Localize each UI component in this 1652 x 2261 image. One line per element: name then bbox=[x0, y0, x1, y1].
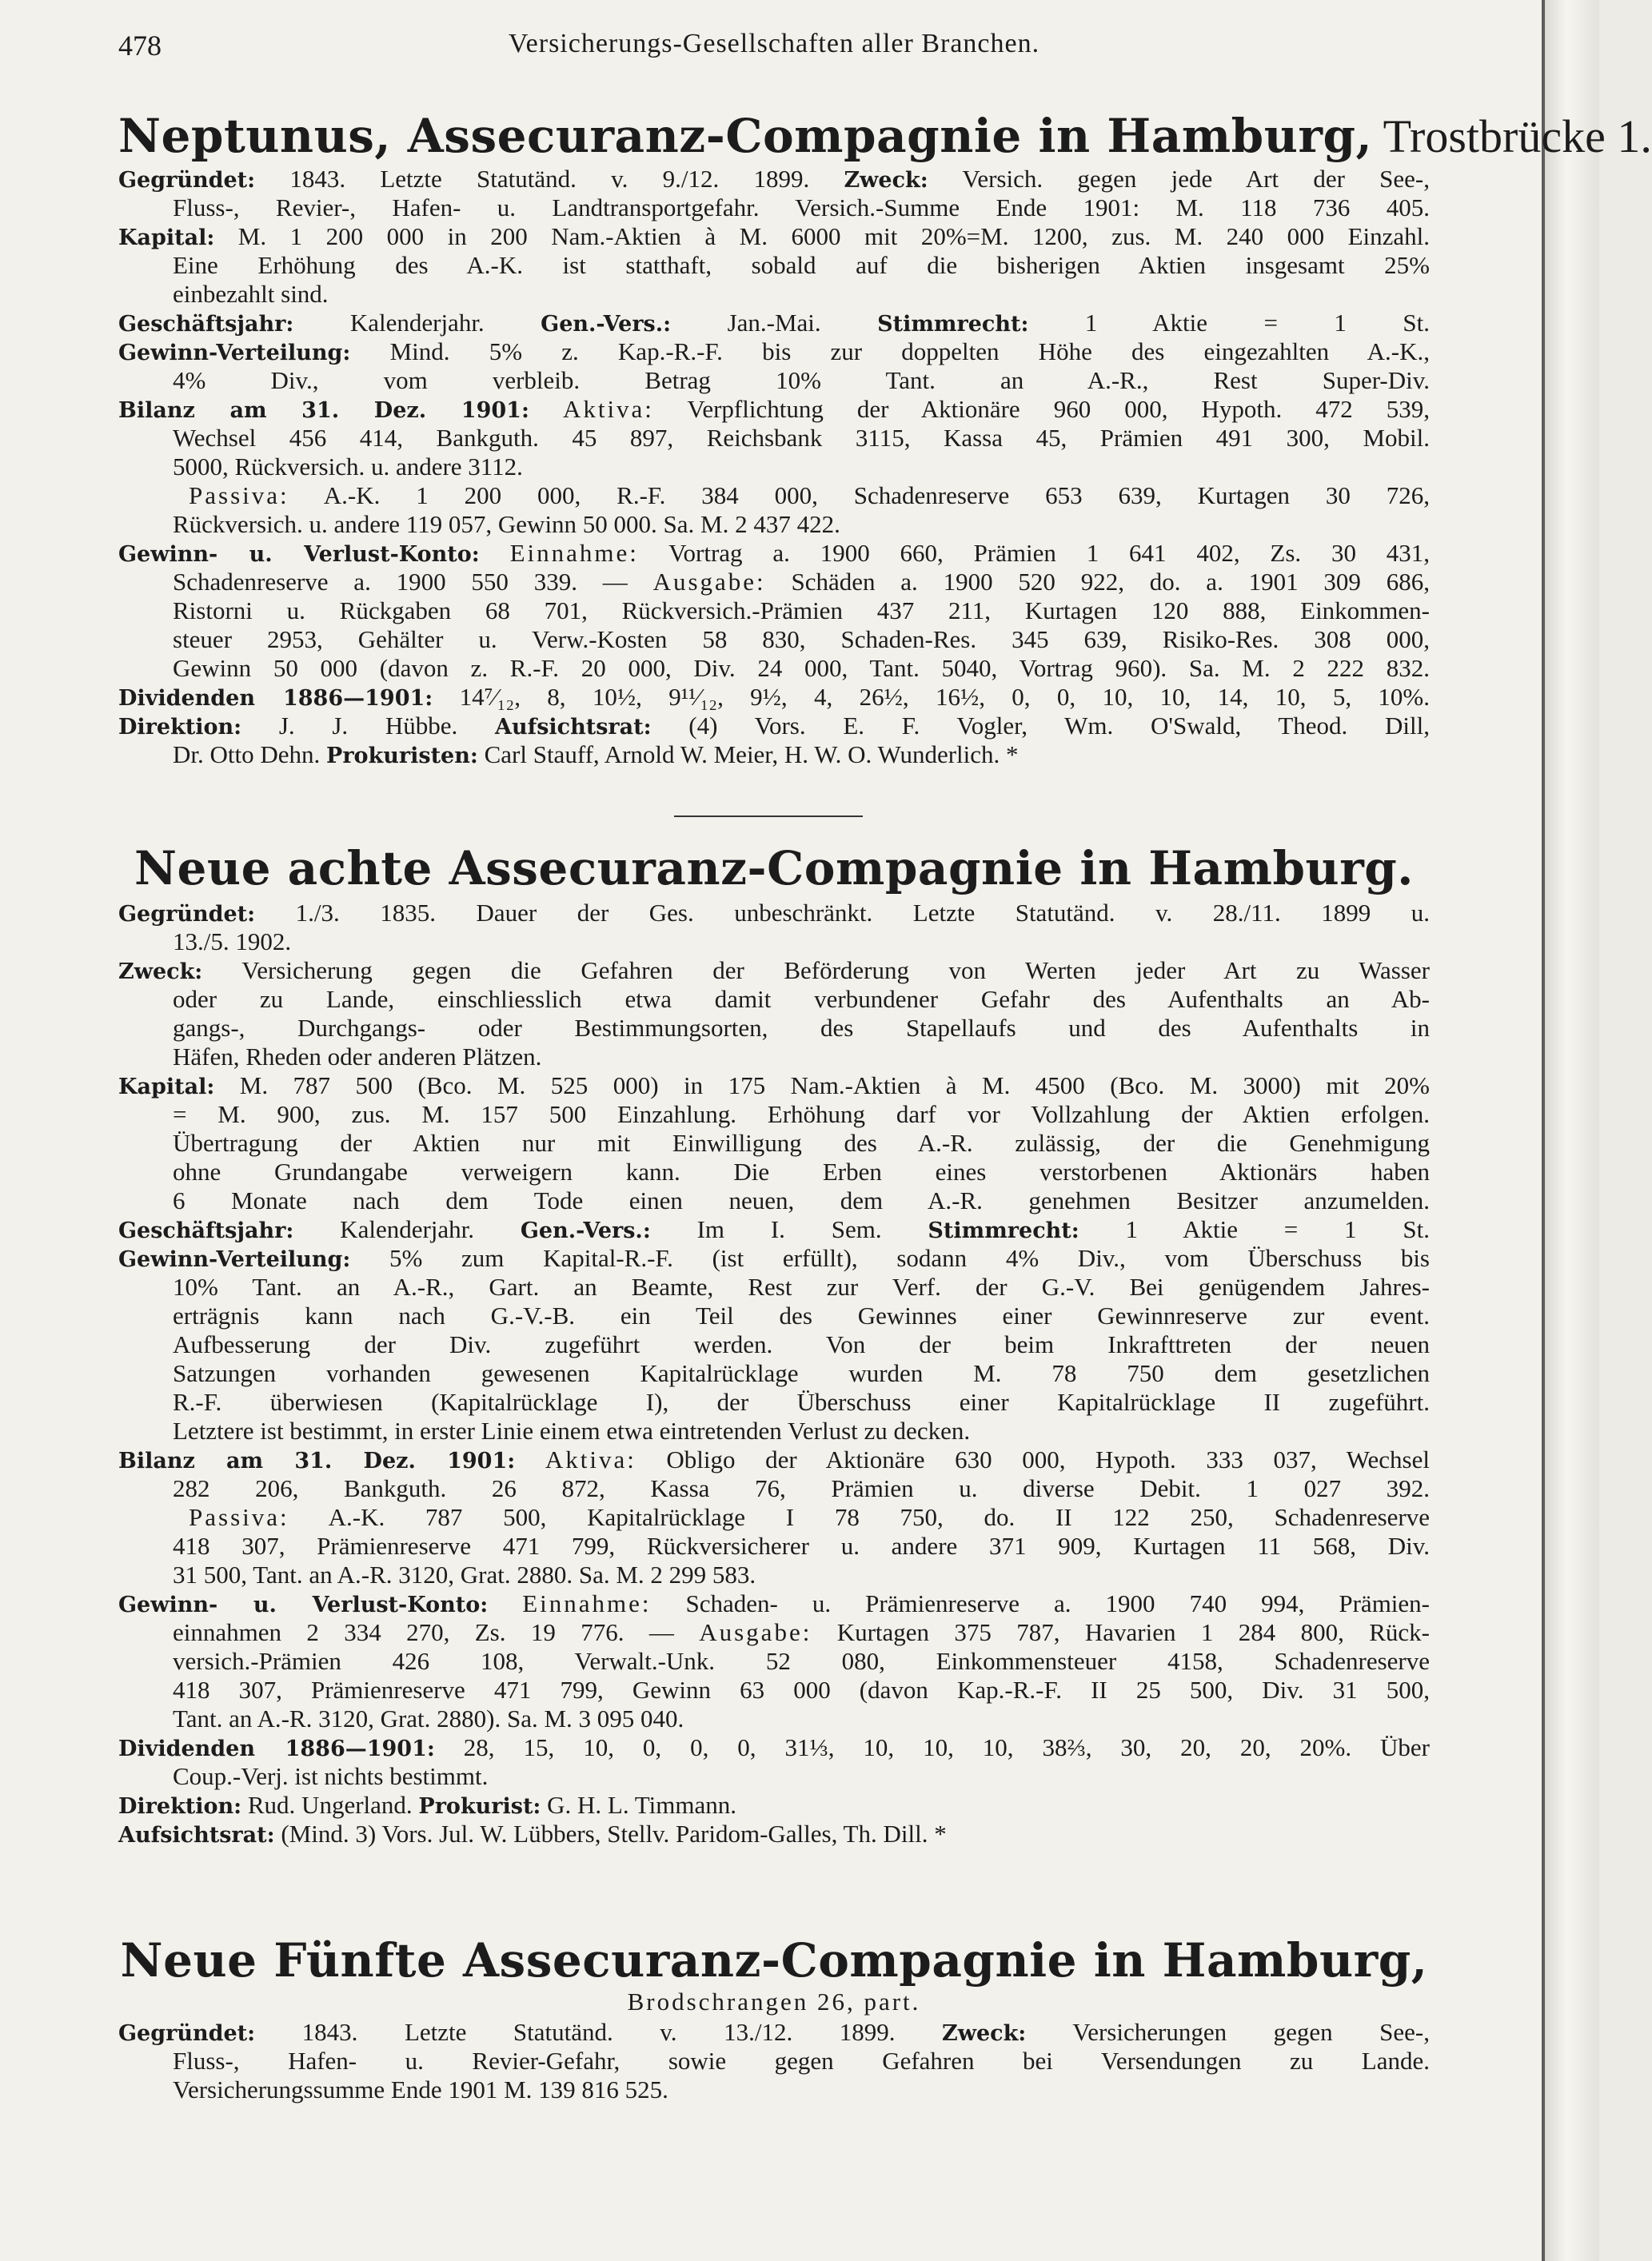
field-label: Prokurist: bbox=[418, 1794, 541, 1819]
field-label: Dividenden 1886—1901: bbox=[118, 1737, 435, 1761]
text-line bbox=[118, 1330, 1430, 1359]
field-text: Aufbesserung der Div. zugeführt werden. Von der beim Inkrafttreten der neuen bbox=[173, 1330, 1430, 1358]
section-keyword: Einnahme: bbox=[509, 539, 639, 567]
field-label: Gegründet: bbox=[118, 2021, 256, 2046]
entry-title-name: Neptunus, Assecuranz-Compagnie in Hamburg, bbox=[118, 109, 1373, 163]
text-line bbox=[118, 395, 1430, 424]
entry-title-address: Trostbrücke 1. bbox=[1383, 110, 1652, 162]
field-label: Zweck: bbox=[844, 168, 928, 193]
text-line bbox=[118, 1733, 1430, 1762]
field-text: 1 Aktie = 1 St. bbox=[1028, 309, 1431, 337]
text-line bbox=[118, 1388, 1430, 1417]
field-text: oder zu Lande, einschliesslich etwa damit verbundener Gefahr des Aufenthalts an Ab- bbox=[173, 985, 1430, 1013]
page-number: 478 bbox=[118, 30, 162, 62]
field-text: 10% Tant. an A.-R., Gart. an Beamte, Rest zur Verf. der G.-V. Bei genügendem Jahres- bbox=[173, 1273, 1430, 1301]
text-line bbox=[118, 683, 1430, 712]
field-label: Gewinn- u. Verlust-Konto: bbox=[118, 1593, 489, 1617]
field-text: 5% zum Kapital-R.-F. (ist erfüllt), sodann 4% Div., vom Überschuss bis bbox=[350, 1244, 1430, 1272]
text-line bbox=[118, 222, 1430, 251]
field-label: Bilanz am 31. Dez. 1901: bbox=[118, 1449, 516, 1473]
text-line bbox=[118, 1302, 1430, 1330]
field-text: Ristorni u. Rückgaben 68 701, Rückversich.-Prämien 437 211, Kurtagen 120 888, Einkommen- bbox=[173, 596, 1430, 624]
field-label: Aufsichtsrat: bbox=[495, 715, 652, 740]
field-text: A.-K. 1 200 000, R.-F. 384 000, Schadenreserve 653 639, Kurtagen 30 726, bbox=[289, 481, 1430, 509]
field-label: Gegründet: bbox=[118, 902, 256, 927]
field-text: 418 307, Prämienreserve 471 799, Rückversicherer u. andere 371 909, Kurtagen 11 568, Div. bbox=[173, 1532, 1430, 1560]
text-line bbox=[118, 1676, 1430, 1705]
field-label: Direktion: bbox=[118, 715, 242, 740]
text-line bbox=[118, 1186, 1430, 1215]
entry-body-neptunus bbox=[118, 165, 1430, 769]
entry-subtitle-address: Brodschrangen 26, part. bbox=[627, 1988, 921, 2016]
field-text: 1./3. 1835. Dauer der Ges. unbeschränkt. Letzte Statutänd. v. 28./11. 1899 u. bbox=[255, 899, 1430, 927]
field-text: 418 307, Prämienreserve 471 799, Gewinn 63 000 (davon Kap.-R.-F. II 25 500, Div. 31 500, bbox=[173, 1676, 1430, 1704]
text-line bbox=[118, 740, 1430, 769]
field-text: Tant. an A.-R. 3120, Grat. 2880). Sa. M. 3 095 040. bbox=[173, 1705, 684, 1733]
text-line bbox=[118, 568, 1430, 596]
section-keyword: Aktiva: bbox=[545, 1446, 636, 1473]
field-text: = M. 900, zus. M. 157 500 Einzahlung. Erhöhung darf vor Vollzahlung der Aktien erfolgen. bbox=[173, 1100, 1430, 1128]
field-text: Gewinn 50 000 (davon z. R.-F. 20 000, Div. 24 000, Tant. 5040, Vortrag 960). Sa. M. 2 222 832. bbox=[173, 654, 1430, 682]
field-text: Verpflichtung der Aktionäre 960 000, Hypoth. 472 539, bbox=[653, 395, 1430, 423]
field-text: 13./5. 1902. bbox=[173, 927, 292, 955]
field-label: Zweck: bbox=[118, 959, 203, 984]
field-label: Gen.-Vers.: bbox=[541, 312, 672, 337]
field-label: Dividenden 1886—1901: bbox=[118, 686, 433, 711]
text-line bbox=[118, 453, 1430, 481]
text-line bbox=[118, 1791, 1430, 1820]
field-text: Versich. gegen jede Art der See-, bbox=[928, 165, 1430, 193]
field-text: G. H. L. Timmann. bbox=[541, 1791, 737, 1819]
field-label: Bilanz am 31. Dez. 1901: bbox=[118, 398, 529, 423]
field-label: Geschäftsjahr: bbox=[118, 1218, 294, 1243]
text-line bbox=[118, 1417, 1430, 1446]
field-text: 282 206, Bankguth. 26 872, Kassa 76, Prämien u. diverse Debit. 1 027 392. bbox=[173, 1474, 1430, 1502]
field-text: Häfen, Rheden oder anderen Plätzen. bbox=[173, 1043, 542, 1071]
text-line bbox=[118, 1446, 1430, 1474]
section-keyword: Ausgabe: bbox=[699, 1618, 812, 1646]
field-text: Dr. Otto Dehn. bbox=[173, 740, 327, 768]
text-line bbox=[118, 1043, 1430, 1071]
entry-title-name: Neue Fünfte Assecuranz-Compagnie in Hamburg, bbox=[120, 1933, 1428, 1988]
text-line bbox=[118, 927, 1430, 956]
text-line bbox=[118, 1647, 1430, 1676]
text-line bbox=[118, 1100, 1430, 1129]
text-line bbox=[118, 280, 1430, 309]
running-header bbox=[118, 29, 1430, 69]
field-label: Stimmrecht: bbox=[877, 312, 1029, 337]
field-text: 6 Monate nach dem Tode einen neuen, dem A.-R. genehmen Besitzer anzumelden. bbox=[173, 1186, 1430, 1214]
field-text: (4) Vors. E. F. Vogler, Wm. O'Swald, Theod. Dill, bbox=[651, 712, 1430, 740]
field-label: Geschäftsjahr: bbox=[118, 312, 294, 337]
text-line bbox=[118, 596, 1430, 625]
section-keyword: Einnahme: bbox=[522, 1589, 652, 1617]
text-line bbox=[118, 1215, 1430, 1244]
book-edge bbox=[1543, 0, 1599, 2261]
text-line bbox=[118, 1273, 1430, 1302]
page-border-line bbox=[1542, 0, 1545, 2261]
section-keyword: Passiva: bbox=[189, 1503, 289, 1531]
entry-title-neptunus bbox=[118, 109, 1652, 163]
text-line bbox=[118, 1705, 1430, 1733]
entry-body-neue-fuenfte bbox=[118, 2018, 1430, 2104]
field-text: Coup.-Verj. ist nichts bestimmt. bbox=[173, 1762, 489, 1790]
field-label: Gen.-Vers.: bbox=[520, 1218, 651, 1243]
text-line bbox=[118, 193, 1430, 222]
field-label: Kapital: bbox=[118, 1075, 215, 1099]
field-text: ohne Grundangabe verweigern kann. Die Erben eines verstorbenen Aktionärs haben bbox=[173, 1158, 1430, 1186]
section-keyword: Passiva: bbox=[189, 481, 289, 509]
text-line bbox=[118, 510, 1430, 539]
field-text: Obligo der Aktionäre 630 000, Hypoth. 333 037, Wechsel bbox=[636, 1446, 1430, 1473]
text-line bbox=[118, 625, 1430, 654]
text-line bbox=[118, 337, 1430, 366]
field-text: Kalenderjahr. bbox=[293, 1215, 521, 1243]
field-text: Kalenderjahr. bbox=[293, 309, 541, 337]
field-text: M. 1 200 000 in 200 Nam.-Aktien à M. 6000 mit 20%=M. 1200, zus. M. 240 000 Einzahl. bbox=[214, 222, 1430, 250]
field-text: M. 787 500 (Bco. M. 525 000) in 175 Nam.-Aktien à M. 4500 (Bco. M. 3000) mit 20% bbox=[214, 1071, 1430, 1099]
text-line bbox=[118, 1589, 1430, 1618]
text-line bbox=[118, 251, 1430, 280]
text-line bbox=[118, 424, 1430, 453]
field-text: 1 Aktie = 1 St. bbox=[1079, 1215, 1431, 1243]
field-text: 28, 15, 10, 0, 0, 0, 31⅓, 10, 10, 10, 38⅔, 30, 20, 20, 20%. Über bbox=[434, 1733, 1431, 1761]
field-label: Gegründet: bbox=[118, 168, 256, 193]
running-title: Versicherungs-Gesellschaften aller Branchen. bbox=[508, 29, 1040, 58]
field-label: Prokuristen: bbox=[326, 744, 478, 768]
field-text: Wechsel 456 414, Bankguth. 45 897, Reichsbank 3115, Kassa 45, Prämien 491 300, Mobil. bbox=[173, 424, 1430, 452]
text-line bbox=[118, 1762, 1430, 1791]
entry-title-neue-achte bbox=[118, 841, 1430, 895]
field-label: Aufsichtsrat: bbox=[118, 1823, 275, 1848]
section-keyword: Aktiva: bbox=[562, 395, 654, 423]
field-text: erträgnis kann nach G.-V.-B. ein Teil des Gewinnes einer Gewinnreserve zur event. bbox=[173, 1302, 1430, 1330]
text-line bbox=[118, 1503, 1430, 1532]
field-text: Versicherung gegen die Gefahren der Beförderung von Werten jeder Art zu Wasser bbox=[202, 956, 1430, 984]
field-text: (Mind. 3) Vors. Jul. W. Lübbers, Stellv. Paridom-Galles, Th. Dill. * bbox=[274, 1820, 947, 1848]
field-text: Rückversich. u. andere 119 057, Gewinn 50 000. Sa. M. 2 437 422. bbox=[173, 510, 840, 538]
field-text: Kurtagen 375 787, Havarien 1 284 800, Rück- bbox=[812, 1618, 1430, 1646]
field-text: Versicherungen gegen See-, bbox=[1026, 2018, 1431, 2046]
section-keyword: Ausgabe: bbox=[652, 568, 766, 596]
field-label: Stimmrecht: bbox=[928, 1218, 1079, 1243]
text-line bbox=[118, 1820, 1430, 1848]
field-text bbox=[488, 1589, 522, 1617]
field-text: Fluss-, Revier-, Hafen- u. Landtransportgefahr. Versich.-Summe Ende 1901: M. 118 736 405. bbox=[173, 193, 1430, 221]
field-text: gangs-, Durchgangs- oder Bestimmungsorten, des Stapellaufs und des Aufenthalts in bbox=[173, 1014, 1430, 1042]
field-text: Carl Stauff, Arnold W. Meier, H. W. O. Wunderlich. * bbox=[477, 740, 1019, 768]
field-text: R.-F. überwiesen (Kapitalrücklage I), der Überschuss einer Kapitalrücklage II zugeführt. bbox=[173, 1388, 1430, 1416]
field-text: Rud. Ungerland. bbox=[241, 1791, 419, 1819]
text-line bbox=[118, 1071, 1430, 1100]
text-line bbox=[118, 1532, 1430, 1561]
text-line bbox=[118, 1129, 1430, 1158]
text-line bbox=[118, 539, 1430, 568]
text-line bbox=[118, 1561, 1430, 1589]
entry-title-neue-fuenfte bbox=[118, 1933, 1430, 1988]
text-line bbox=[118, 481, 1430, 510]
field-text bbox=[515, 1446, 545, 1473]
text-line bbox=[118, 899, 1430, 927]
field-label: Kapital: bbox=[118, 225, 215, 250]
text-line bbox=[118, 1474, 1430, 1503]
text-line bbox=[118, 712, 1430, 740]
field-text: Letztere ist bestimmt, in erster Linie einem etwa eintretenden Verlust zu decken. bbox=[173, 1417, 971, 1445]
field-text: 4% Div., vom verbleib. Betrag 10% Tant. an A.-R., Rest Super-Div. bbox=[173, 366, 1430, 394]
text-line bbox=[118, 985, 1430, 1014]
field-text: A.-K. 787 500, Kapitalrücklage I 78 750, do. II 122 250, Schadenreserve bbox=[289, 1503, 1430, 1531]
field-text: Übertragung der Aktien nur mit Einwilligung des A.-R. zulässig, der die Genehmigung bbox=[173, 1129, 1430, 1157]
field-text: 5000, Rückversich. u. andere 3112. bbox=[173, 453, 523, 481]
field-text bbox=[529, 395, 563, 423]
text-line bbox=[118, 1244, 1430, 1273]
text-line bbox=[118, 2047, 1430, 2076]
text-line bbox=[118, 654, 1430, 683]
section-divider bbox=[674, 815, 863, 817]
text-line bbox=[118, 309, 1430, 337]
field-text: Satzungen vorhanden gewesenen Kapitalrücklage wurden M. 78 750 dem gesetzlichen bbox=[173, 1359, 1430, 1387]
field-label: Gewinn- u. Verlust-Konto: bbox=[118, 542, 480, 567]
text-line bbox=[118, 1359, 1430, 1388]
field-text: 1843. Letzte Statutänd. v. 13./12. 1899. bbox=[255, 2018, 943, 2046]
field-label: Gewinn-Verteilung: bbox=[118, 341, 351, 365]
field-label: Gewinn-Verteilung: bbox=[118, 1247, 351, 1272]
field-text: Fluss-, Hafen- u. Revier-Gefahr, sowie gegen Gefahren bei Versendungen zu Lande. bbox=[173, 2047, 1430, 2075]
entry-body-neue-achte bbox=[118, 899, 1430, 1848]
field-text: 14⁷⁄₁₂, 8, 10½, 9¹¹⁄₁₂, 9½, 4, 26½, 16½, 0, 0, 10, 10, 14, 10, 5, 10%. bbox=[433, 683, 1430, 711]
field-text: Schäden a. 1900 520 922, do. a. 1901 309 686, bbox=[765, 568, 1430, 596]
field-text: 1843. Letzte Statutänd. v. 9./12. 1899. bbox=[255, 165, 844, 193]
text-line bbox=[118, 1158, 1430, 1186]
text-line bbox=[118, 366, 1430, 395]
field-text: einbezahlt sind. bbox=[173, 280, 329, 308]
field-text: Im I. Sem. bbox=[650, 1215, 928, 1243]
field-text: steuer 2953, Gehälter u. Verw.-Kosten 58 830, Schaden-Res. 345 639, Risiko-Res. 308 000, bbox=[173, 625, 1430, 653]
field-label: Zweck: bbox=[942, 2021, 1027, 2046]
text-line bbox=[118, 956, 1430, 985]
field-text: Jan.-Mai. bbox=[671, 309, 878, 337]
field-text: Mind. 5% z. Kap.-R.-F. bis zur doppelten Höhe des eingezahlten A.-K., bbox=[350, 337, 1430, 365]
field-text bbox=[480, 539, 510, 567]
field-text: J. J. Hübbe. bbox=[241, 712, 496, 740]
field-text: Versicherungssumme Ende 1901 M. 139 816 525. bbox=[173, 2076, 668, 2103]
field-text: Eine Erhöhung des A.-K. ist statthaft, sobald auf die bisherigen Aktien insgesamt 25% bbox=[173, 251, 1430, 279]
field-text: Vortrag a. 1900 660, Prämien 1 641 402, Zs. 30 431, bbox=[638, 539, 1431, 567]
text-line bbox=[118, 2076, 1430, 2104]
field-text: Schadenreserve a. 1900 550 339. — bbox=[173, 568, 653, 596]
field-text: 31 500, Tant. an A.-R. 3120, Grat. 2880. Sa. M. 2 299 583. bbox=[173, 1561, 756, 1589]
entry-title-name: Neue achte Assecuranz-Compagnie in Hamburg. bbox=[134, 841, 1415, 895]
text-line bbox=[118, 1014, 1430, 1043]
text-line bbox=[118, 1618, 1430, 1647]
field-text: einnahmen 2 334 270, Zs. 19 776. — bbox=[173, 1618, 700, 1646]
field-text: Schaden- u. Prämienreserve a. 1900 740 994, Prämien- bbox=[651, 1589, 1430, 1617]
text-line bbox=[118, 165, 1430, 193]
field-label: Direktion: bbox=[118, 1794, 242, 1819]
field-text: versich.-Prämien 426 108, Verwalt.-Unk. 52 080, Einkommensteuer 4158, Schadenreserve bbox=[173, 1647, 1430, 1675]
text-line bbox=[118, 2018, 1430, 2047]
